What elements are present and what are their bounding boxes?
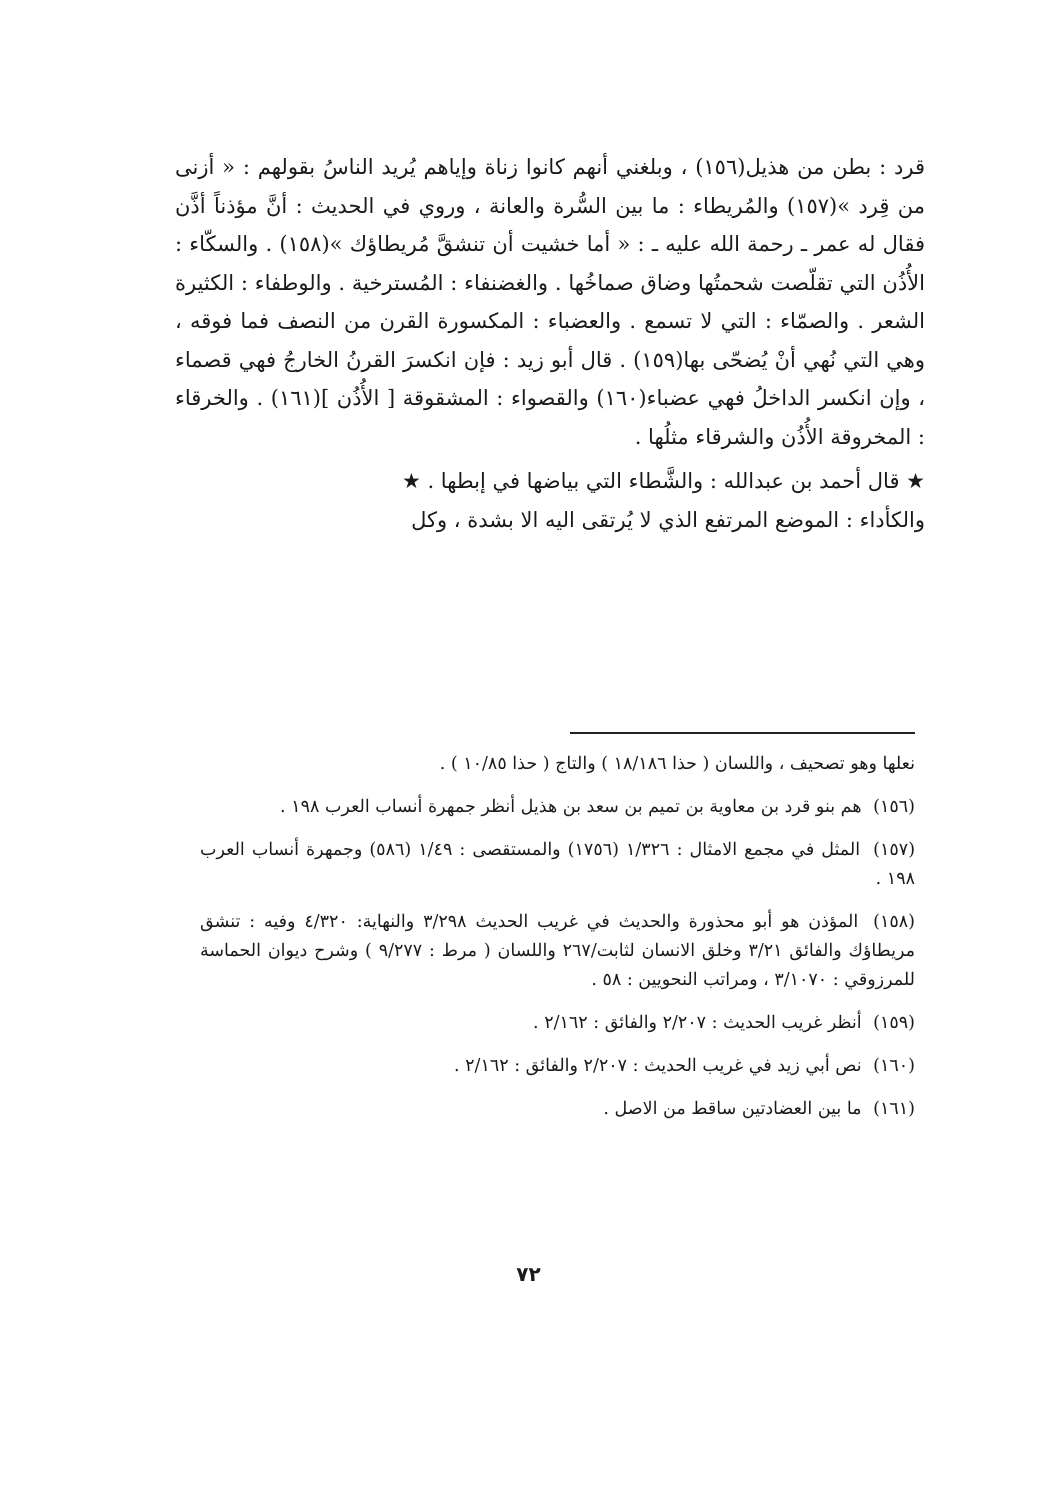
footnote-158 <box>200 908 915 995</box>
footnote-text: المثل في مجمع الامثال : ١/٣٢٦ (١٧٥٦) والمستقصى : ١/٤٩ (٥٨٦) وجمهرة أنساب العرب ١٩٨ . <box>200 840 915 889</box>
footnote-number: (١٦٠) <box>873 1056 915 1076</box>
footnote-157 <box>200 836 915 894</box>
footnote-number: (١٦١) <box>873 1099 915 1119</box>
marginal-note: ★ قال أحمد بن عبدالله : والشَّطاء التي بياضها في إبطها . ★ <box>401 469 925 493</box>
footnote-number: (١٥٨) <box>873 912 915 932</box>
footnote-text: أنظر غريب الحديث : ٢/٢٠٧ والفائق : ٢/١٦٢ . <box>533 1013 862 1033</box>
footnote-text: ما بين العضادتين ساقط من الاصل . <box>603 1099 862 1119</box>
main-last-line: والكأداء : الموضع المرتفع الذي لا يُرتقى اليه الا بشدة ، وكل <box>411 507 925 532</box>
footnote-text: نص أبي زيد في غريب الحديث : ٢/٢٠٧ والفائق : ٢/١٦٢ . <box>454 1056 862 1076</box>
page-number: ٧٢ <box>516 1262 541 1286</box>
footnotes <box>200 750 915 1138</box>
footnote-text: نعلها وهو تصحيف ، واللسان ( حذا ١٨/١٨٦ ) والتاج ( حذا ١٠/٨٥ ) . <box>439 754 915 774</box>
footnote-number: (١٥٧) <box>873 840 916 860</box>
footnote-number: (١٥٩) <box>873 1013 915 1033</box>
main-paragraph: قرد : بطن من هذيل(١٥٦) ، وبلغني أنهم كانوا زناة وإياهم يُريد الناسُ بقولهم : « أزنى من قِرد »(١٥٧) والمُريطاء : ما بين السُّرة والعانة ، وروي في الحديث : أنَّ مؤذناً أذَّن فقال له عمر ـ رحمة الله عليه ـ : « أما خشيت أن تنشقَّ مُريطاؤك »(١٥٨) . والسكّاء : الأُذُن التي تقلّصت شحمتُها وضاق صماخُها . والغضنفاء : المُسترخية . والوطفاء : الكثيرة الشعر . والصمّاء : التي لا تسمع . والعضباء : المكسورة القرن من النصف فما فوقه ، وهي التي نُهي أنْ يُضحّى بها(١٥٩) . قال أبو زيد : فإن انكسرَ القرنُ الخارجُ فهي قصماء ، وإن انكسر الداخلُ فهي عضباء(١٦٠) والقصواء : المشقوقة [ الأُذُن ](١٦١) . والخرقاء : المخروقة الأُذُن والشرقاء مثلُها . <box>175 155 926 449</box>
footnote-161 <box>200 1095 915 1124</box>
footnote-160 <box>200 1052 915 1081</box>
footnote-156 <box>200 793 915 822</box>
footnote-text: المؤذن هو أبو محذورة والحديث في غريب الحديث ٣/٢٩٨ والنهاية: ٤/٣٢٠ وفيه : تنشق مريطاؤك والفائق ٣/٢١ وخلق الانسان لثابت/٢٦٧ واللسان ( مرط : ٩/٢٧٧ ) وشرح ديوان الحماسة للمرزوقي : ٣/١٠٧٠ ، ومراتب النحويين : ٥٨ . <box>200 912 916 990</box>
footnote-number: (١٥٦) <box>873 797 915 817</box>
footnote-text: هم بنو قرد بن معاوية بن تميم بن سعد بن هذيل أنظر جمهرة أنساب العرب ١٩٨ . <box>280 797 862 817</box>
footnote-continuation <box>200 750 915 779</box>
footnote-159 <box>200 1009 915 1038</box>
main-text <box>175 148 925 539</box>
footnote-divider <box>570 732 915 734</box>
